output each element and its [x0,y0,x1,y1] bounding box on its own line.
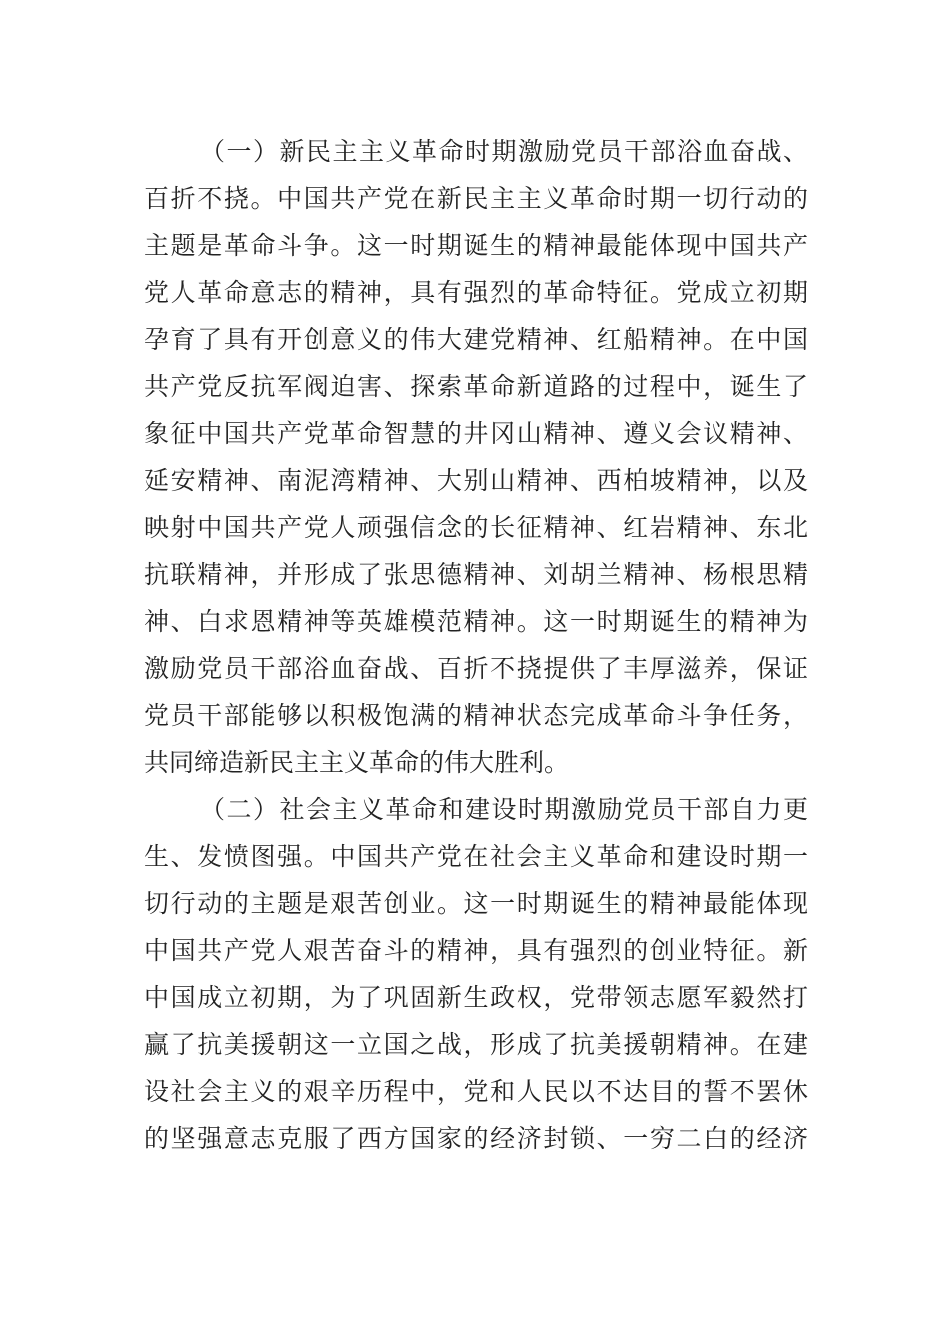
paragraph-2-line-7: 设社会主义的艰辛历程中，党和人民以不达目的誓不罢休 [144,1077,808,1106]
paragraph-2-line-5: 中国成立初期，为了巩固新生政权，党带领志愿军毅然打 [144,983,808,1012]
paragraph-2-line-4: 中国共产党人艰苦奋斗的精神，具有强烈的创业特征。新 [144,936,808,965]
paragraph-1-line-8: 延安精神、南泥湾精神、大别山精神、西柏坡精神，以及 [144,466,808,495]
paragraph-2-line-2: 生、发愤图强。中国共产党在社会主义革命和建设时期一 [144,842,808,871]
paragraph-1-line-9: 映射中国共产党人顽强信念的长征精神、红岩精神、东北 [144,513,808,542]
paragraph-1-line-2: 百折不挠。中国共产党在新民主主义革命时期一切行动的 [144,184,808,213]
paragraph-2-line-3: 切行动的主题是艰苦创业。这一时期诞生的精神最能体现 [144,889,808,918]
paragraph-2-line-8: 的坚强意志克服了西方国家的经济封锁、一穷二白的经济 [144,1124,808,1153]
paragraph-1-line-3: 主题是革命斗争。这一时期诞生的精神最能体现中国共产 [144,231,808,260]
paragraph-1-line-1: （一）新民主主义革命时期激励党员干部浴血奋战、 [200,137,808,166]
paragraph-1-line-10: 抗联精神，并形成了张思德精神、刘胡兰精神、杨根思精 [144,560,808,589]
paragraph-2-line-6: 赢了抗美援朝这一立国之战，形成了抗美援朝精神。在建 [144,1030,808,1059]
paragraph-1-line-4: 党人革命意志的精神，具有强烈的革命特征。党成立初期 [144,278,808,307]
paragraph-1-line-14: 共同缔造新民主主义革命的伟大胜利。 [144,748,570,777]
paragraph-1-line-11: 神、白求恩精神等英雄模范精神。这一时期诞生的精神为 [144,607,808,636]
paragraph-1-line-5: 孕育了具有开创意义的伟大建党精神、红船精神。在中国 [144,325,808,354]
paragraph-1-line-6: 共产党反抗军阀迫害、探索革命新道路的过程中，诞生了 [144,372,808,401]
paragraph-1-line-12: 激励党员干部浴血奋战、百折不挠提供了丰厚滋养，保证 [144,654,808,683]
paragraph-2-line-1: （二）社会主义革命和建设时期激励党员干部自力更 [200,795,808,824]
paragraph-1-line-7: 象征中国共产党革命智慧的井冈山精神、遵义会议精神、 [144,419,808,448]
paragraph-1-line-13: 党员干部能够以积极饱满的精神状态完成革命斗争任务， [144,701,808,730]
